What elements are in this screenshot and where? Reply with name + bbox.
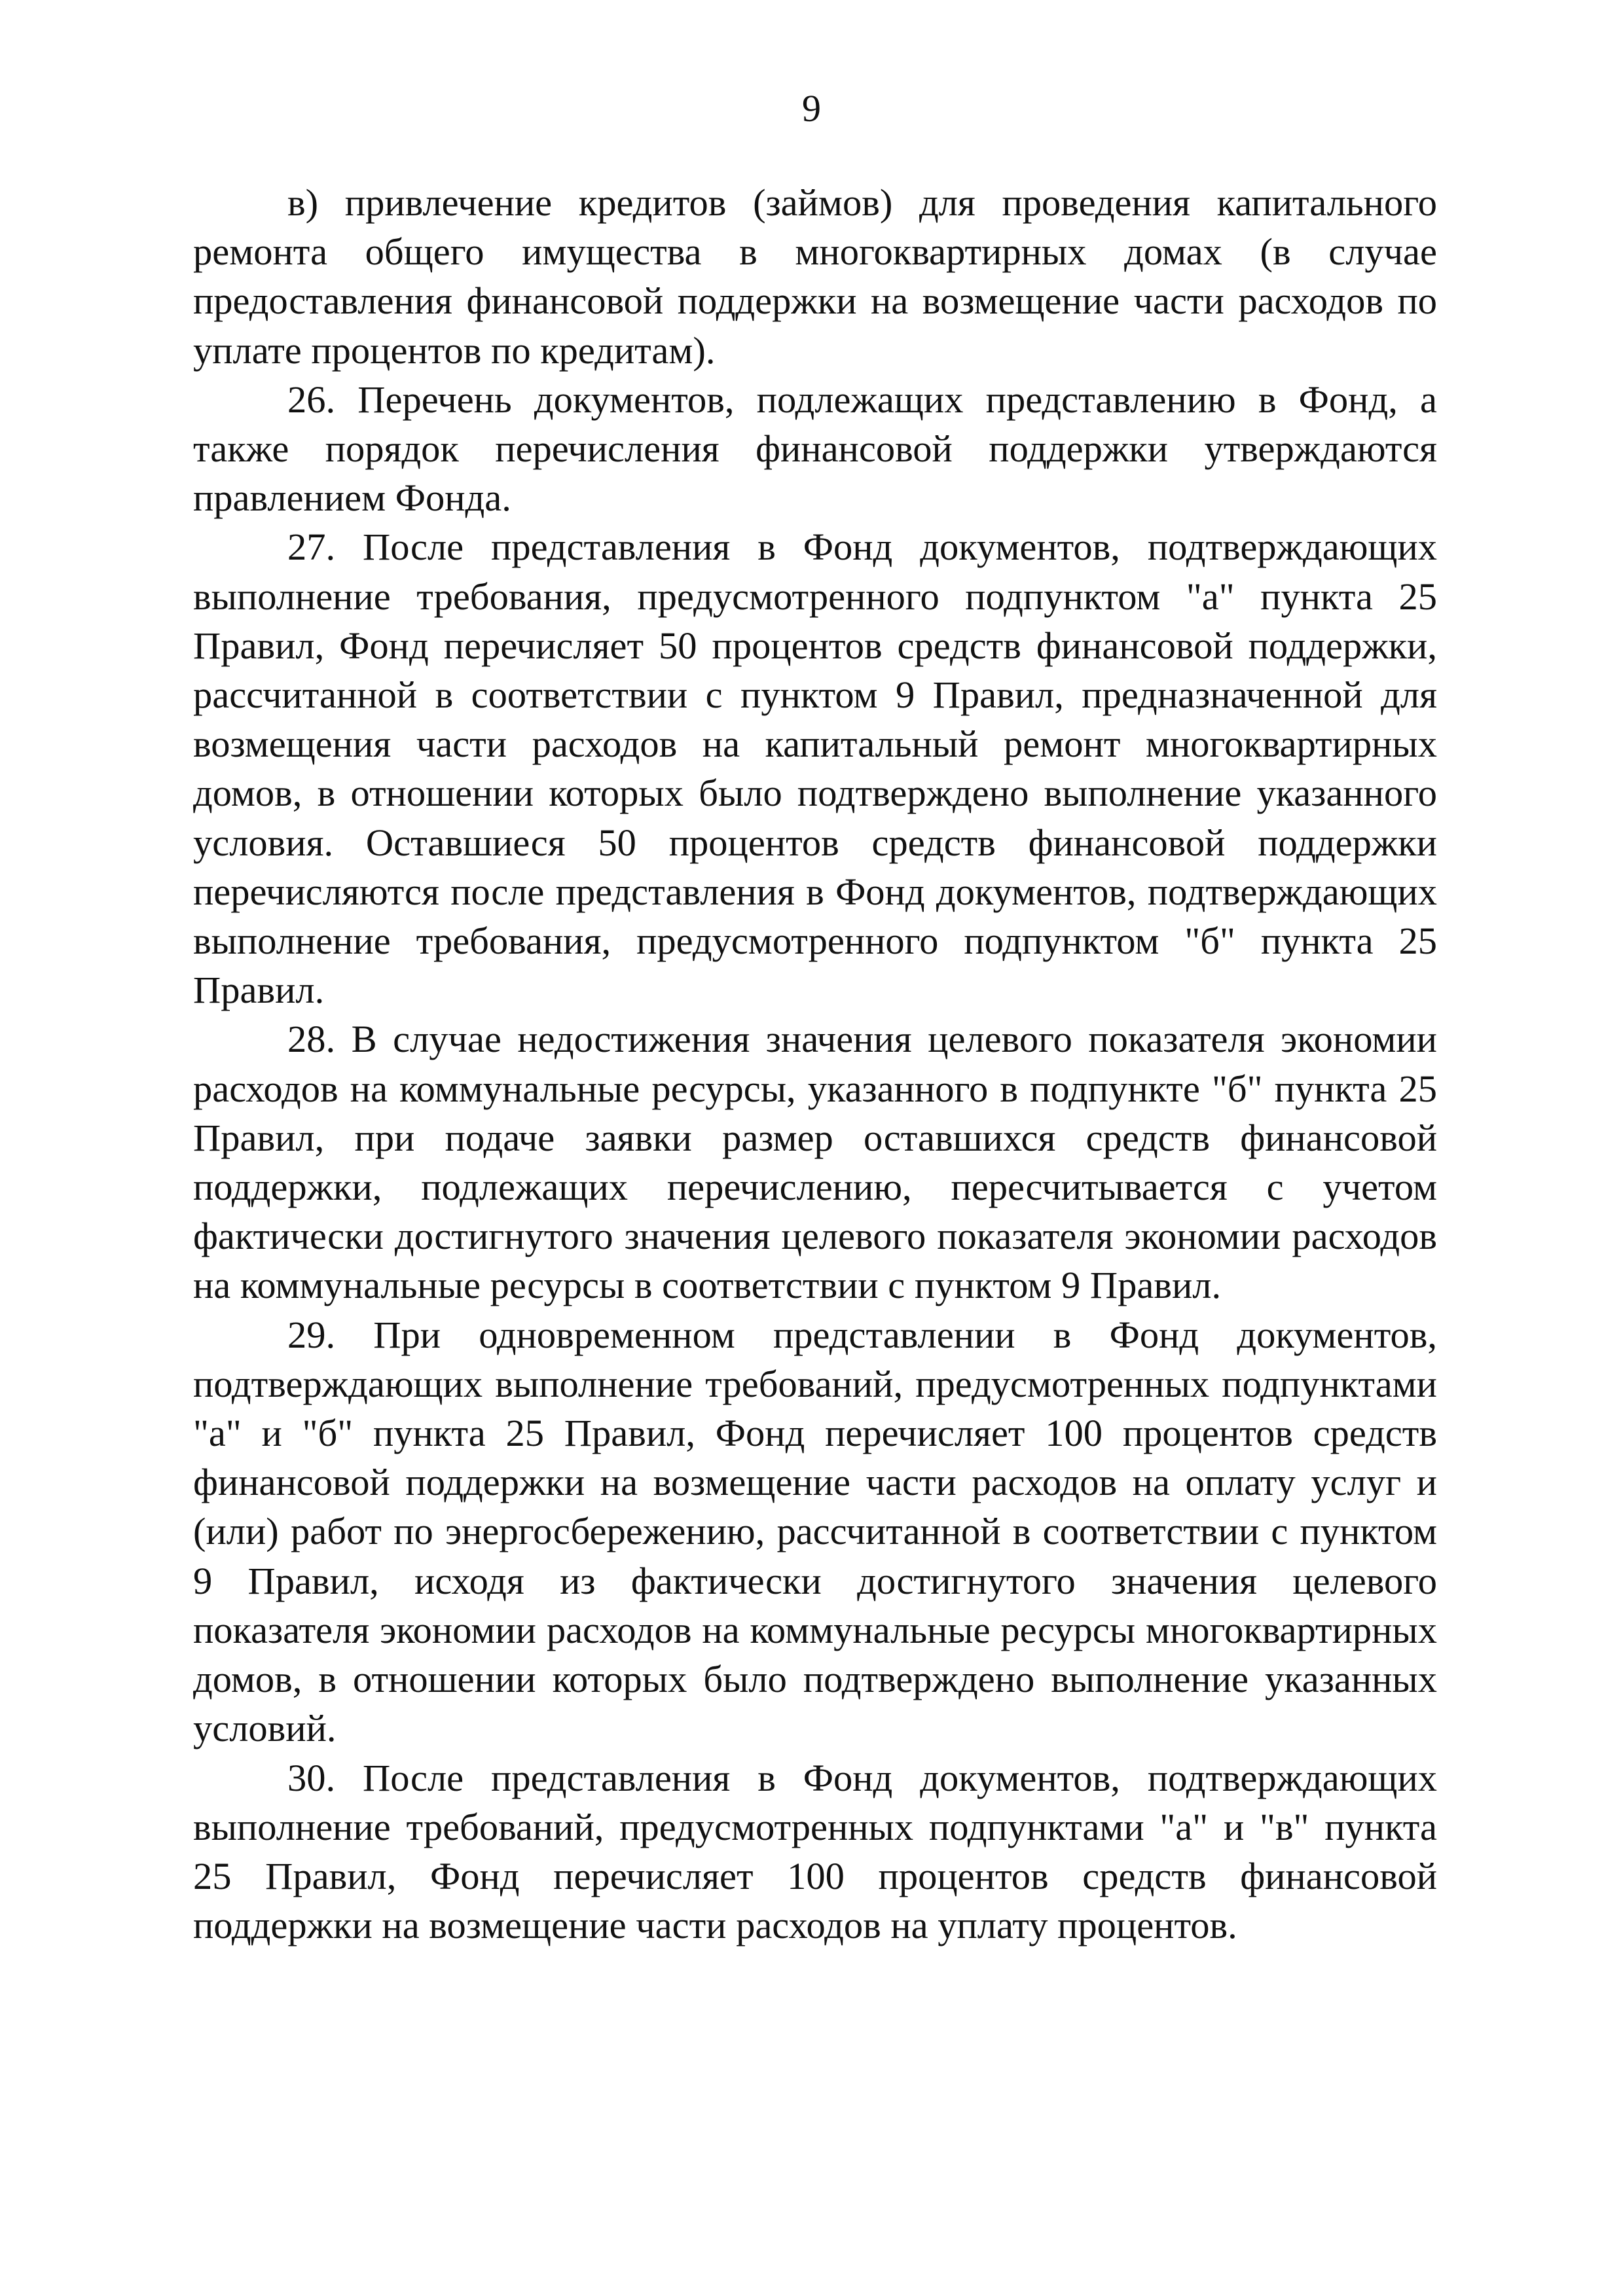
paragraph-item-v: в) привлечение кредитов (займов) для проведения капитального ремонта общего имущества в многоквартирных домах (в случае предоставления финансовой поддержки на возмещение части расходов по уплате процентов по кредитам).: [193, 181, 1437, 372]
page-number: 9: [802, 87, 821, 130]
paragraph-point-30: 30. После представления в Фонд документов, подтверждающих выполнение требований, предусмотренных подпунктами "а" и "в" пункта 25 Правил, Фонд перечисляет 100 процентов средств финансовой поддержки на возмещение части расходов на уплату процентов.: [193, 1756, 1437, 1947]
paragraph-point-28: 28. В случае недостижения значения целевого показателя экономии расходов на коммунальные ресурсы, указанного в подпункте "б" пункта 25 Правил, при подаче заявки размер оставшихся средств финансовой поддержки, подлежащих перечислению, пересчитывается с учетом фактически достигнутого значения целевого показателя экономии расходов на коммунальные ресурсы в соответствии с пунктом 9 Правил.: [193, 1018, 1437, 1307]
paragraph-point-27: 27. После представления в Фонд документов, подтверждающих выполнение требования, предусмотренного подпунктом "а" пункта 25 Правил, Фонд перечисляет 50 процентов средств финансовой поддержки, рассчитанной в соответствии с пунктом 9 Правил, предназначенной для возмещения части расходов на капитальный ремонт многоквартирных домов, в отношении которых было подтверждено выполнение указанного условия. Оставшиеся 50 процентов средств финансовой поддержки перечисляются после представления в Фонд документов, подтверждающих выполнение требования, предусмотренного подпунктом "б" пункта 25 Правил.: [193, 526, 1437, 1012]
paragraph-point-29: 29. При одновременном представлении в Фонд документов, подтверждающих выполнение требований, предусмотренных подпунктами "а" и "б" пункта 25 Правил, Фонд перечисляет 100 процентов средств финансовой поддержки на возмещение части расходов на оплату услуг и (или) работ по энергосбережению, рассчитанной в соответствии с пунктом 9 Правил, исходя из фактически достигнутого значения целевого показателя экономии расходов на коммунальные ресурсы многоквартирных домов, в отношении которых было подтверждено выполнение указанных условий.: [193, 1313, 1437, 1750]
document-body: [193, 178, 1437, 1950]
paragraph-point-26: 26. Перечень документов, подлежащих представлению в Фонд, а также порядок перечисления финансовой поддержки утверждаются правлением Фонда.: [193, 378, 1437, 520]
